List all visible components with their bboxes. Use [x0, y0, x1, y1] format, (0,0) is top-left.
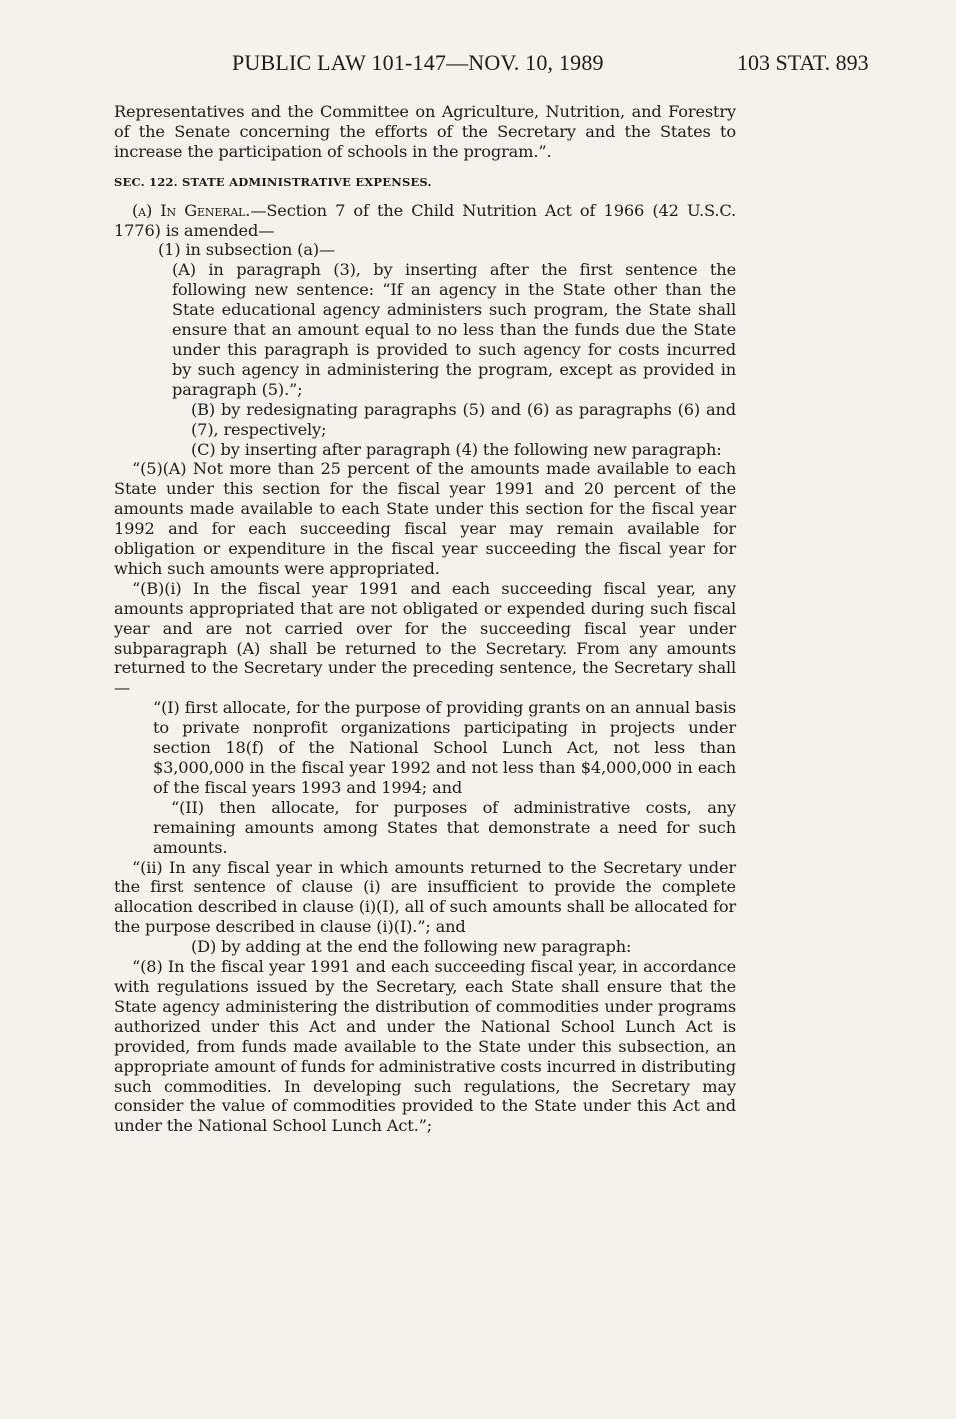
public-law-title: PUBLIC LAW 101-147—NOV. 10, 1989	[232, 50, 604, 75]
paragraph-continuation: Representatives and the Committee on Agriculture, Nutrition, and Forestry of the Senate concerning the efforts of the Secretary and the States to increase the participation of schools in the program.”.	[114, 102, 736, 161]
stat-page-number: 103 STAT. 893	[737, 50, 869, 75]
paragraph-5A: “(5)(A) Not more than 25 percent of the amounts made available to each State under this section for the fiscal year 1991 and 20 percent of the amounts made available to each State under this section for the fiscal year 1992 and for each succeeding fiscal year may remain available for obligation or expenditure in the fiscal year succeeding the fiscal year for which such amounts were appropriated.	[114, 459, 736, 578]
subparagraph-B: (B) by redesignating paragraphs (5) and (6) as paragraphs (6) and (7), respectively;	[191, 399, 736, 439]
paragraph-8: “(8) In the fiscal year 1991 and each succeeding fiscal year, in accordance with regulations issued by the Secretary, each State shall ensure that the State agency administering the distribution of commodities under programs authorized under this Act and under the National School Lunch Act is provided, from funds made available to the State under this subsection, an appropriate amount of funds for administrative costs incurred in distributing such commodities. In developing such regulations, the Secretary may consider the value of commodities provided to the State under this Act and under the National School Lunch Act.”;	[114, 957, 736, 1136]
subparagraph-D: (D) by adding at the end the following new paragraph:	[191, 937, 632, 957]
document-body	[114, 102, 736, 1136]
subsection-a	[114, 201, 736, 241]
clause-I: “(I) first allocate, for the purpose of providing grants on an annual basis to private nonprofit organizations participating in projects under section 18(f) of the National School Lunch Act, not less than $3,000,000 in the fiscal year 1992 and not less than $4,000,000 in each of the fiscal years 1993 and 1994; and	[153, 698, 736, 797]
paragraph-5Bi: “(B)(i) In the fiscal year 1991 and each succeeding fiscal year, any amounts appropriated that are not obligated or expended during such fiscal year and are not carried over for the succeeding fiscal year under subparagraph (A) shall be returned to the Secretary. From any amounts returned to the Secretary under the preceding sentence, the Secretary shall—	[114, 578, 736, 698]
paragraph-1: (1) in subsection (a)—	[158, 240, 336, 260]
subparagraph-C: (C) by inserting after paragraph (4) the following new paragraph:	[191, 439, 722, 459]
clause-ii: “(ii) In any fiscal year in which amounts returned to the Secretary under the first sentence of clause (i) are insufficient to provide the complete allocation described in clause (i)(I), all of such amounts shall be allocated for the purpose described in clause (i)(I).”; and	[114, 857, 736, 937]
page-header	[0, 50, 956, 84]
subsection-a-label: (a) In General.	[132, 200, 251, 220]
subparagraph-A-text: (A) in paragraph (3), by inserting after the first sentence the following new sentence: “If an agency in the State other than the State educational agency administers such program, the State shall ensure that an amount equal to no less than the funds due the State under this paragraph is provided to such agency for costs incurred by such agency in administering the program, except as provided in paragraph (5).”;	[172, 260, 736, 399]
subsection-a-text: —Section 7 of the Child Nutrition Act of 1966 (42 U.S.C. 1776) is amended—	[114, 200, 736, 240]
clause-II: “(II) then allocate, for purposes of administrative costs, any remaining amounts among States that demonstrate a need for such amounts.	[153, 797, 736, 857]
section-heading: SEC. 122. STATE ADMINISTRATIVE EXPENSES.	[114, 174, 432, 189]
subparagraph-A	[95, 260, 736, 399]
